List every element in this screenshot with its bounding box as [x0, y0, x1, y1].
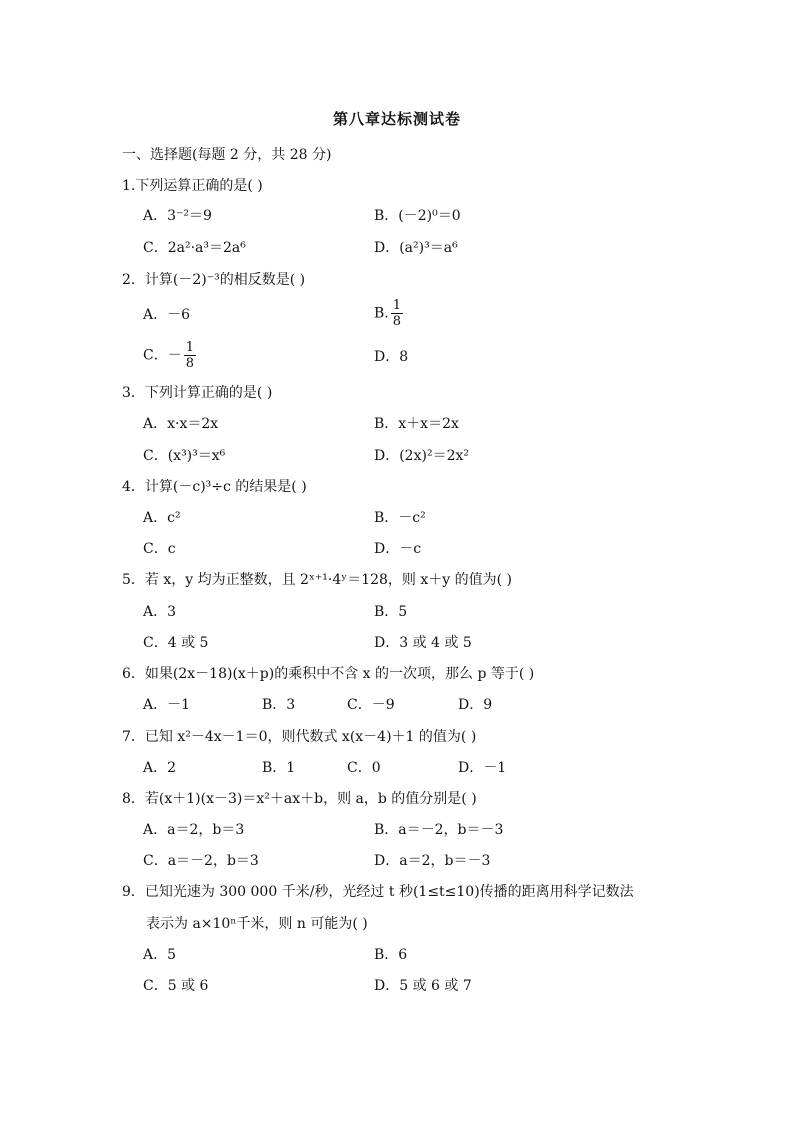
question-2-option-a: A．－6: [143, 307, 191, 323]
question-9-stem-line-2: 表示为 a×10ⁿ千米，则 n 可能为( ): [146, 916, 368, 932]
question-1-option-b: B．(－2)⁰＝0: [374, 208, 461, 224]
fraction: [391, 298, 403, 329]
question-2-option-b: [374, 298, 403, 329]
fraction-denominator: 8: [185, 356, 194, 371]
question-6-option-a: A．－1: [143, 697, 191, 713]
question-9-option-d: D．5 或 6 或 7: [374, 978, 472, 994]
fraction-numerator: 1: [392, 298, 402, 313]
question-5-option-c: C．4 或 5: [143, 635, 209, 651]
question-9-option-a: A．5: [143, 947, 177, 963]
question-6-option-c: C．－9: [347, 697, 395, 713]
question-3-option-c: C．(x³)³＝x⁶: [143, 448, 226, 464]
question-6-option-d: D．9: [458, 697, 493, 713]
question-2-option-b-label: B.: [374, 305, 389, 322]
question-4-option-a: A．c²: [143, 510, 181, 526]
question-2-stem: 2．计算(－2)⁻³的相反数是( ): [122, 272, 306, 288]
question-5-stem: 5．若 x，y 均为正整数，且 2ˣ⁺¹·4ʸ＝128，则 x＋y 的值为( ): [122, 572, 512, 588]
question-7-option-b: B．1: [262, 760, 296, 776]
question-7-option-a: A．2: [143, 760, 177, 776]
question-4-stem: 4．计算(－c)³÷c 的结果是( ): [122, 479, 307, 495]
fraction-denominator: 8: [392, 314, 402, 329]
question-9-option-c: C．5 或 6: [143, 978, 209, 994]
question-7-stem: 7．已知 x²－4x－1＝0，则代数式 x(x－4)＋1 的值为( ): [122, 729, 477, 745]
question-1-option-c: C．2a²·a³＝2a⁶: [143, 240, 246, 256]
question-5-option-d: D．3 或 4 或 5: [374, 635, 472, 651]
fraction-numerator: 1: [185, 340, 194, 355]
page-title: 第八章达标测试卷: [332, 110, 461, 128]
question-3-option-b: B．x＋x＝2x: [374, 416, 459, 432]
question-8-option-a: A．a＝2，b＝3: [143, 822, 245, 838]
question-5-option-b: B．5: [374, 604, 408, 620]
question-1-stem: 1.下列运算正确的是( ): [122, 178, 263, 194]
question-7-option-c: C．0: [347, 760, 381, 776]
question-2-option-d: D．8: [374, 349, 409, 365]
question-9-stem-line-1: 9．已知光速为 300 000 千米/秒，光经过 t 秒(1≤t≤10)传播的距离用科学记数法: [122, 884, 634, 900]
question-4-option-b: B．－c²: [374, 510, 426, 526]
question-1-option-d: D．(a²)³＝a⁶: [374, 240, 458, 256]
question-3-stem: 3．下列计算正确的是( ): [122, 385, 273, 401]
question-2-option-c-label: C．－: [143, 347, 182, 364]
question-9-option-b: B．6: [374, 947, 408, 963]
question-8-stem: 8．若(x＋1)(x－3)＝x²＋ax＋b，则 a，b 的值分别是( ): [122, 791, 477, 807]
question-1-option-a: A．3⁻²＝9: [143, 208, 212, 224]
question-5-option-a: A．3: [143, 604, 177, 620]
question-8-option-b: B．a＝－2，b＝－3: [374, 822, 504, 838]
question-2-option-c: [143, 340, 196, 371]
question-3-option-a: A．x·x＝2x: [143, 416, 219, 432]
question-6-option-b: B．3: [262, 697, 296, 713]
fraction: [184, 340, 196, 371]
question-4-option-c: C．c: [143, 541, 176, 557]
section-heading: 一、选择题(每题 2 分，共 28 分): [122, 147, 332, 163]
question-4-option-d: D．－c: [374, 541, 422, 557]
question-6-stem: 6．如果(2x－18)(x＋p)的乘积中不含 x 的一次项，那么 p 等于( ): [122, 666, 535, 682]
question-3-option-d: D．(2x)²＝2x²: [374, 448, 469, 464]
question-7-option-d: D．－1: [458, 760, 507, 776]
question-8-option-d: D．a＝2，b＝－3: [374, 853, 491, 869]
question-8-option-c: C．a＝－2，b＝3: [143, 853, 259, 869]
